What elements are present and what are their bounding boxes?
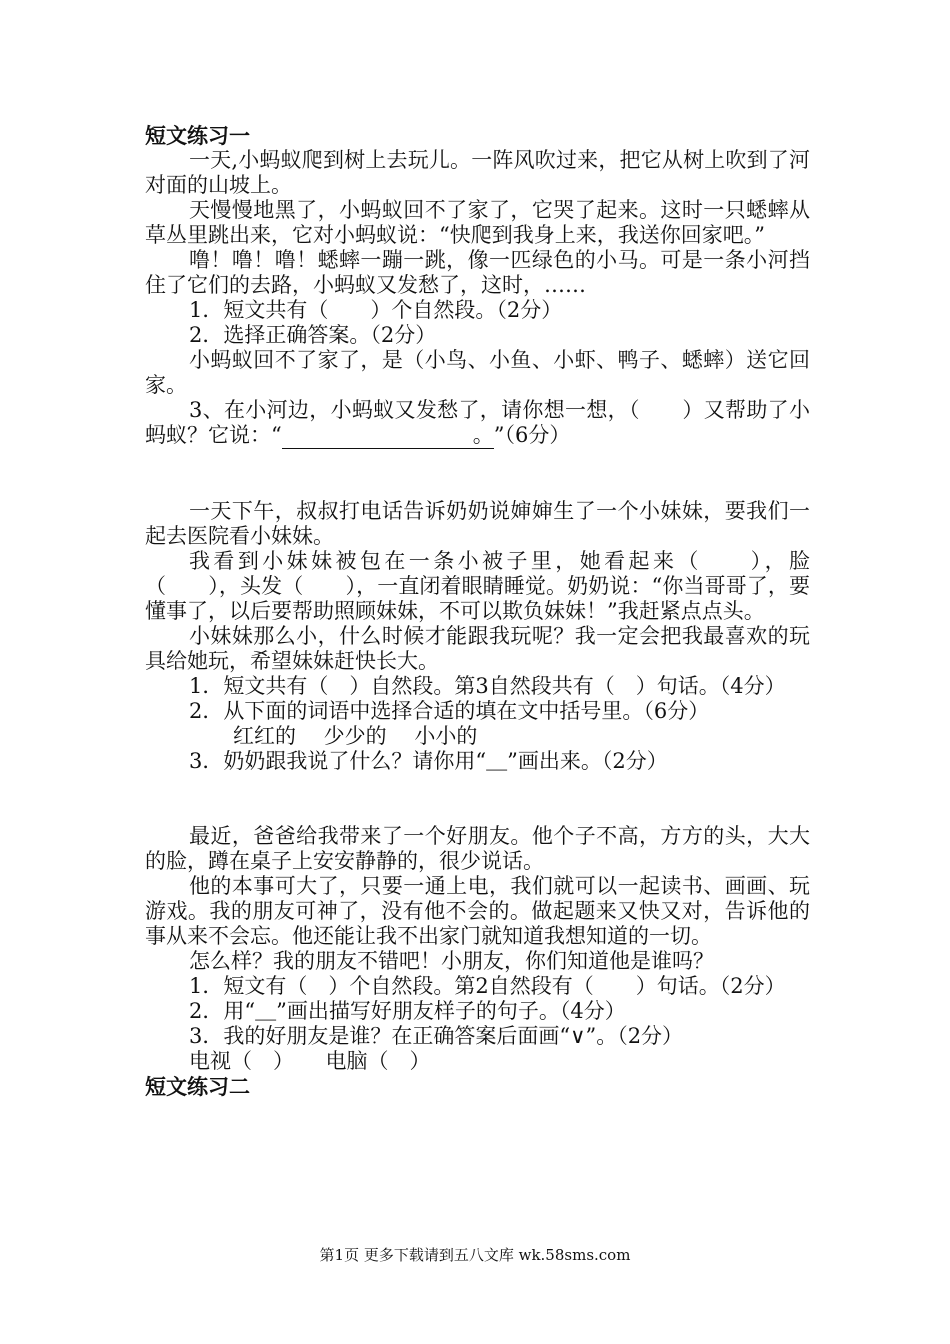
paragraph: 怎么样？我的朋友不错吧！小朋友，你们知道他是谁吗？	[189, 949, 714, 973]
paragraph: 噜！噜！噜！蟋蟀一蹦一跳，像一匹绿色的小马。可是一条小河挡住了它们的去路，小蚂蚁又发愁了，这时，……	[145, 248, 810, 297]
question-text: 3．奶奶跟我说了什么？请你用“	[189, 749, 487, 773]
paragraph: 小妹妹那么小，什么时候才能跟我玩呢？我一定会把我最喜欢的玩具给她玩，希望妹妹赶快长大。	[145, 624, 810, 673]
question: 1．短文有（ ）个自然段。第2自然段有（ ）句话。（2分）	[189, 974, 786, 998]
paragraph: 我看到小妹妹被包在一条小被子里，她看起来（ ），脸（ ），头发（ ），一直闭着眼睛睡觉。奶奶说：“你当哥哥了，要懂事了，以后要帮助照顾妹妹，不可以欺负妹妹！”我赶紧点点头。	[145, 549, 810, 623]
paragraph: 一天,小蚂蚁爬到树上去玩儿。一阵风吹过来，把它从树上吹到了河对面的山坡上。	[145, 148, 810, 197]
question-text: 3、在小河边，小蚂蚁又发愁了，请你想一想，（ ）又帮助了小蚂蚁？它说：“	[145, 398, 810, 447]
page-footer: 第1页 更多下载请到五八文库 wk.58sms.com	[319, 1246, 631, 1264]
answer-blank: 。	[282, 423, 494, 449]
paragraph: 最近，爸爸给我带来了一个好朋友。他个子不高，方方的头，大大的脸，蹲在桌子上安安静静的，很少说话。	[145, 824, 810, 873]
question: 2．选择正确答案。（2分）	[189, 323, 437, 347]
answer-options: 电视（ ） 电脑（ ）	[189, 1049, 431, 1073]
question: 3．我的好朋友是谁？在正确答案后面画“∨”。（2分）	[189, 1024, 684, 1048]
question-text: 2．用“	[189, 999, 256, 1023]
question-text: ”画出来。（2分）	[507, 749, 668, 773]
paragraph: 他的本事可大了，只要一通上电，我们就可以一起读书、画画、玩游戏。我的朋友可神了，没有他不会的。做起题来又快又对，告诉他的事从来不会忘。他还能让我不出家门就知道我想知道的一切。	[145, 874, 810, 948]
spacer	[145, 774, 810, 824]
question	[145, 999, 810, 1024]
question-text: 小蚂蚁回不了家了，是（小鸟、小鱼、小虾、鸭子、蟋蟀）送它回家。	[145, 348, 810, 397]
word-bank: 红红的 少少的 小小的	[233, 724, 478, 748]
question-text: ”画出描写好朋友样子的句子。（4分）	[276, 999, 626, 1023]
question	[145, 398, 810, 449]
question: 1．短文共有（ ）个自然段。（2分）	[189, 298, 563, 322]
section-heading-1: 短文练习一	[145, 123, 250, 148]
question	[145, 749, 810, 774]
paragraph: 一天下午，叔叔打电话告诉奶奶说婶婶生了一个小妹妹，要我们一起去医院看小妹妹。	[145, 499, 810, 548]
document-body	[145, 123, 810, 1099]
section-heading-2: 短文练习二	[145, 1074, 250, 1099]
question: 2．从下面的词语中选择合适的填在文中括号里。（6分）	[189, 699, 710, 723]
question: 1．短文共有（ ）自然段。第3自然段共有（ ）句话。（4分）	[189, 674, 786, 698]
paragraph: 天慢慢地黑了，小蚂蚁回不了家了，它哭了起来。这时一只蟋蟀从草丛里跳出来，它对小蚂蚁说：“快爬到我身上来，我送你回家吧。”	[145, 198, 810, 247]
underline-mark: ＿	[255, 999, 277, 1023]
spacer	[145, 449, 810, 499]
underline-mark: ＿	[486, 749, 508, 773]
question-text: ”（6分）	[493, 423, 571, 447]
